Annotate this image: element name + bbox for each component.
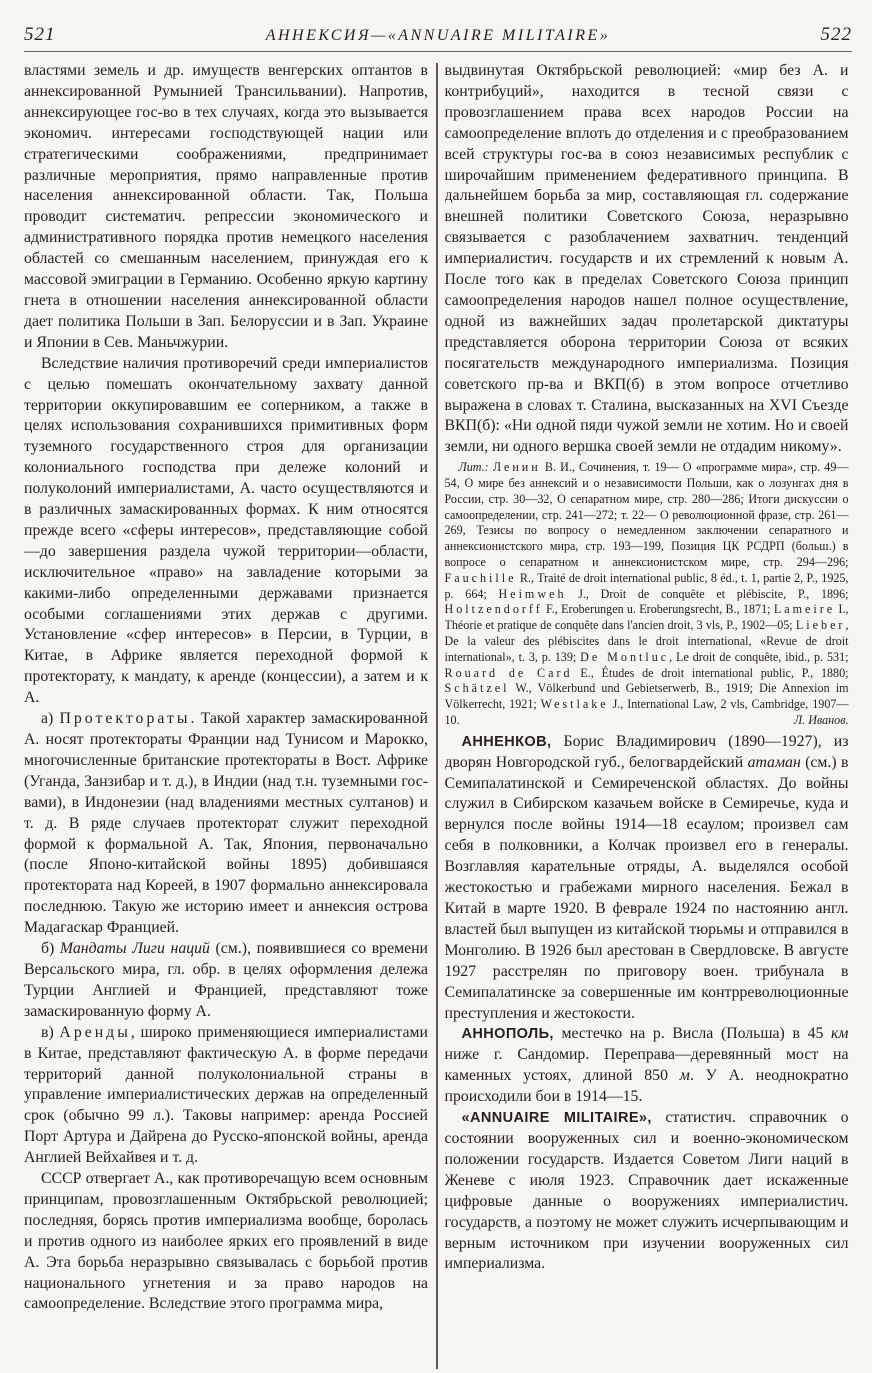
text-run: б): [41, 940, 60, 958]
text-run: властями земель и др. имуществ венгерских оптантов в аннексированной Румынией Трансильвании). Напротив, аннексирующее гос-во в тех случаях, когда это вызывается экономич. интересами господствующей нации или стратегическими соображениями, предпринимает различные мероприятия, прямо направленные против населения аннексированной области. Так, Польша проводит систематич. репрессии экономического и административного порядка против немецкого населения областей со смешанным населением, принуждая его к массовой эмиграции в Германию. Особенно яркую картину гнета в отношении населения аннексированной области дает политика Польши в Зап. Белоруссии и в Зап. Украине и Японии в Сев. Маньчжурии.: [24, 62, 428, 351]
headword: АННЕНКОВ,: [461, 733, 552, 750]
text-run: Holtzendorff: [444, 602, 543, 617]
annexation-mandates: [24, 939, 428, 1023]
text-run: ниже г. Сандомир. Переправа—деревянный мост на каменных устоях, длиной 850: [444, 1046, 849, 1085]
text-run: , De la valeur des plébiscites dans le droit international, «Revue de droit international», t. 3, p. 139;: [444, 618, 849, 664]
text-run: км: [831, 1025, 849, 1043]
annexation-protectorates: [24, 709, 428, 939]
annexation-ussr-position: [24, 1169, 428, 1315]
text-run: Борис Владимирович (1890—1927), из дворян Новгородской губ., белогвардейский: [444, 732, 849, 771]
text-run: Rouard de Card: [444, 665, 573, 680]
text-run: Л. Иванов.: [793, 712, 849, 727]
page-number-left: 521: [24, 24, 56, 45]
text-run: атаман: [747, 753, 801, 771]
text-run: . Такой характер замаскированной А. носят протектораты Франции над Тунисом и Марокко, многочисленные британские протектораты в Вост. Африке (Уганда, Занзибар и т. д.), в Индии (над т.н. туземными гос-вами), в Индонезии (над владениями местных султанов) и т. д. В ряде случаев протекторат служит переходной формой к формальной А. Так, Япония, первоначально (после Японо-китайской войны 1895) добившаяся протектората над Кореей, в 1907 формально аннексировала последнюю. Такую же историю имеет и аннексия острова Мадагаскар Францией.: [24, 710, 428, 937]
text-run: СССР отвергает А., как противоречащую всем основным принципам, провозглашенным Октябрьской революцией; последняя, борясь против империализма вообще, боролась и против одного из наиболее ярких его проявлений в виде А. Эта борьба неразрывно связывалась с борьбой против национального угнетения и за право народов на самоопределение. Вследствие этого программа мира,: [24, 1170, 428, 1313]
bibliography: [445, 460, 849, 729]
text-run: J., International Law, 2 vls, Cambridge, 1907—10.: [444, 697, 849, 727]
text-run: Schätzel: [444, 681, 510, 696]
page-header: [24, 24, 852, 46]
text-run: . У А. неоднократно происходили бои в 1914—15.: [444, 1067, 849, 1106]
text-run: Протектораты: [59, 710, 191, 728]
text-run: De Montluc: [580, 649, 670, 664]
text-run: а): [41, 710, 60, 728]
page-number-right: 522: [820, 24, 852, 45]
article-annopol: [445, 1024, 849, 1108]
text-run: Fauchille: [444, 570, 517, 585]
text-run: (см.) в Семипалатинской и Семиреченской областях. До войны служил в Сибирском казачьем войске в Семиречье, куда и вернулся после войны 1914—18 есаулом; произвел сам себя в полковники, а Колчак произвел его в генералы. Возглавляя карательные отряды, А. выделялся особой жестокостью и грабежами мирного населения. Бежал в Китай в марте 1920. В феврале 1924 по настоянию англ. властей был выпущен из китайской тюрьмы и отправился в Монголию. В 1926 был арестован в Свердловске. В августе 1927 расстрелян по приговору воен. трибунала в Семипалатинске за совершенные им контрреволюционные преступления и жестокости.: [444, 753, 849, 1022]
text-run: выдвинутая Октябрьской революцией: «мир без А. и контрибуций», находится в тесной связи с провозглашением права всех народов России на самоопределение вплоть до отделения и с преобразованием всей структуры гос-ва в союз независимых республик с широчайшим применением федеративного принципа. В дальнейшем борьба за мир, составляющая гл. содержание внешней политики Советского Союза, неразрывно связывается с разоблачением захватнич. тенденций империалистич. государств и их стремлений к новым А. После того как в пределах Советского Союза принцип самоопределения народов нашел полное осуществление, одной из важнейших задач пролетарской диктатуры представляется оборона территории Союза от всяких посягательств международного империализма. Позиция советского пр-ва и ВКП(б) в этом вопросе отчетливо выражена в словах т. Сталина, высказанных на XVI Съезде ВКП(б): «Ни одной пяди чужой земли не хотим. Но и своей земли, ни одного вершка своей земли не отдадим никому».: [444, 62, 849, 456]
annexation-leases: [24, 1023, 428, 1169]
text-run: F., Eroberungen u. Eroberungsrecht, B., 1871;: [542, 602, 774, 617]
annexation-text-continued: [24, 61, 428, 354]
text-run: Мандаты Лиги наций: [59, 940, 210, 958]
text-run: I., Théorie et pratique de conquête dans l'ancien droit, 3 vls, P., 1902—05;: [444, 602, 849, 633]
text-run: Lameire: [773, 602, 836, 617]
headword: «ANNUAIRE MILITAIRE»,: [461, 1110, 652, 1127]
article-annuaire-militaire: [445, 1108, 849, 1275]
text-run: J., Droit de conquête et plébiscite, P., 1896;: [566, 586, 849, 601]
text-run: статистич. справочник о состоянии вооруженных сил и военно-экономическом положении государств. Издается Советом Лиги наций в Женеве с июля 1923. Справочник дает искаженные цифровые данные о вооружениях империалистич. государств, а поэтому не может служить исчерпывающим и верным источником при изучении вооруженных сил империализма.: [444, 1109, 849, 1273]
text-run: м: [679, 1067, 690, 1085]
left-column: [24, 61, 428, 1369]
header-rule: [24, 51, 852, 52]
running-title: АННЕКСИЯ—«ANNUAIRE MILITAIRE»: [265, 27, 611, 44]
text-run: Аренды: [59, 1023, 131, 1041]
column-divider: [436, 63, 438, 1369]
text-run: W., Völkerbund und Gebietserwerb, B., 1919; Die Annexion im Völkerrecht, 1921;: [444, 681, 849, 712]
text-run: Лит.:: [458, 460, 489, 475]
text-run: Lieber: [795, 618, 846, 633]
text-run: местечко на р. Висла (Польша) в 45: [553, 1025, 832, 1043]
headword: АННОПОЛЬ,: [461, 1026, 554, 1043]
right-column: [445, 61, 849, 1369]
text-run: E., Études de droit international public, P., 1880;: [572, 665, 849, 680]
text-run: Вследствие наличия противоречий среди империалистов с целью помешать окончательному захвату данной территории оккупировавшим ее соперником, а также в целях использования сохранившихся примитивных форм туземного государственного строя для организации колониального господства при дележе колоний и полуколоний империалистами, А. часто осуществляются и в различных замаскированных формах. К ним относятся прежде всего «сферы интересов», представляющие собой—до завершения раздела чужой территории—области, исключительное «право» на завладение которыми за какими-либо определенными державами признается особыми соглашениями этих держав с другими. Установление «сфер интересов» в Персии, в Турции, в Китае, в Африке является переходной формой к протекторату, к мандату, к аренде (концессии), а затем и к А.: [24, 354, 428, 707]
text-run: В. И., Сочинения, т. 19— О «программе мира», стр. 49—54, О мире без аннексий и о независимости Польши, как о лозунгах дня в России, стр. 30—32, О сепаратном мире, стр. 280—286; Итоги дискуссии о самоопределении, стр. 241—272; т. 22— О революционной фразе, стр. 261—269, Тезисы по вопросу о немедленном заключении сепаратного и аннексионистского мира, стр. 193—199, Позиция ЦК РСДРП (больш.) в вопросе о сепаратном и аннексионистском мире, стр. 294—296;: [444, 460, 849, 569]
text-run: R., Traité de droit international public, 8 éd., t. 1, partie 2, P., 1925, p. 664;: [444, 570, 849, 601]
text-run: в): [41, 1023, 60, 1041]
annexation-ussr-position-continued: [445, 61, 849, 458]
text-run: , широко применяющиеся империалистами в Китае, представляют фактическую А. в форме передачи территорий данной полуколониальной страны в управление империалистических держав на определенный срок (обычно 99 л.). Таковы например: аренда Россией Порт Артура и Дайрена до Русско-японской войны, аренда Англией Вейхайвея и т. д.: [24, 1023, 428, 1167]
text-run: Westlake: [540, 697, 609, 712]
annexation-masked-forms: [24, 354, 428, 709]
text-run: Heimweh: [498, 586, 567, 601]
article-annenkov: [445, 732, 849, 1025]
text-run: (см.), появившиеся со времени Версальского мира, гл. обр. в целях оформления дележа Турции Англией и Францией, представляют тоже замаскированную форму А.: [24, 940, 428, 1020]
text-columns: [24, 61, 852, 1369]
text-run: , Le droit de conquête, ibid., p. 531;: [669, 649, 849, 664]
text-run: Ленин: [492, 460, 541, 475]
